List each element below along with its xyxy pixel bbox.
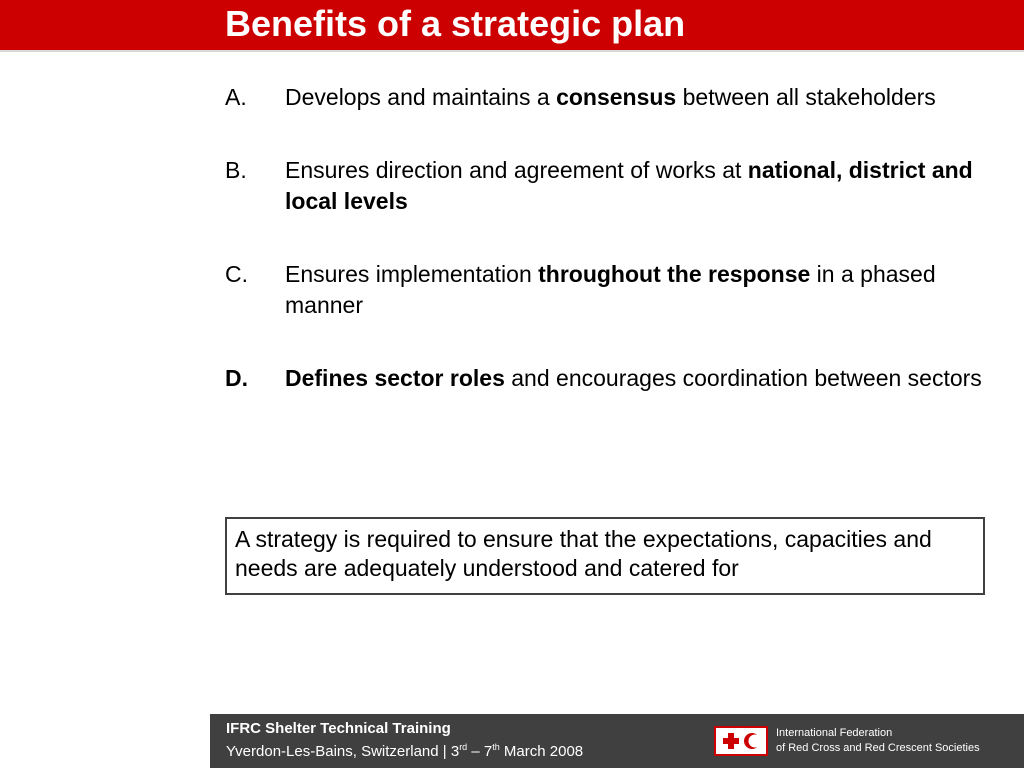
title-bar: [0, 0, 1024, 50]
footer-sup-rd: rd: [459, 742, 468, 752]
item-text-bold: consensus: [556, 84, 677, 110]
red-cross-crescent-logo-icon: [714, 726, 768, 756]
list-item: [225, 82, 985, 113]
item-text-bold: national, district and local levels: [285, 157, 973, 214]
footer-date: March 2008: [499, 743, 584, 760]
item-text: [285, 363, 985, 394]
organization-name: [776, 726, 980, 756]
callout-box: A strategy is required to ensure that the expectations, capacities and needs are adequately understood and catered for: [225, 517, 985, 595]
item-letter: D.: [225, 365, 248, 391]
benefits-list: [225, 82, 985, 436]
item-text-pre: Develops and maintains a: [285, 84, 557, 110]
item-text: [285, 155, 985, 217]
footer-sup-th: th: [492, 742, 500, 752]
item-letter: C.: [225, 261, 248, 287]
item-text-pre: Ensures implementation: [285, 261, 539, 287]
item-text-pre: Ensures direction and agreement of works at: [285, 157, 748, 183]
list-item: [225, 155, 985, 217]
item-text: [285, 82, 985, 113]
footer-bar: [210, 714, 1024, 768]
item-letter: A.: [225, 84, 247, 110]
item-text-post: in a phased manner: [285, 261, 936, 318]
footer-location-date: [226, 742, 583, 760]
footer-dash: – 7: [467, 743, 493, 760]
item-text-bold: Defines sector roles: [285, 365, 505, 391]
org-line-2: of Red Cross and Red Crescent Societies: [776, 742, 980, 754]
item-letter: B.: [225, 157, 247, 183]
item-text-post: and encourages coordination between sectors: [504, 365, 982, 391]
org-line-1: International Federation: [776, 727, 893, 739]
slide-title: Benefits of a strategic plan: [225, 3, 686, 44]
item-text-bold: throughout the response: [538, 261, 811, 287]
item-text-post: between all stakeholders: [676, 84, 936, 110]
footer-title: IFRC Shelter Technical Training: [226, 720, 451, 737]
item-text: [285, 259, 985, 321]
title-divider: [0, 50, 1024, 52]
footer-location: Yverdon-Les-Bains, Switzerland | 3: [226, 743, 460, 760]
list-item: [225, 363, 985, 394]
list-item: [225, 259, 985, 321]
